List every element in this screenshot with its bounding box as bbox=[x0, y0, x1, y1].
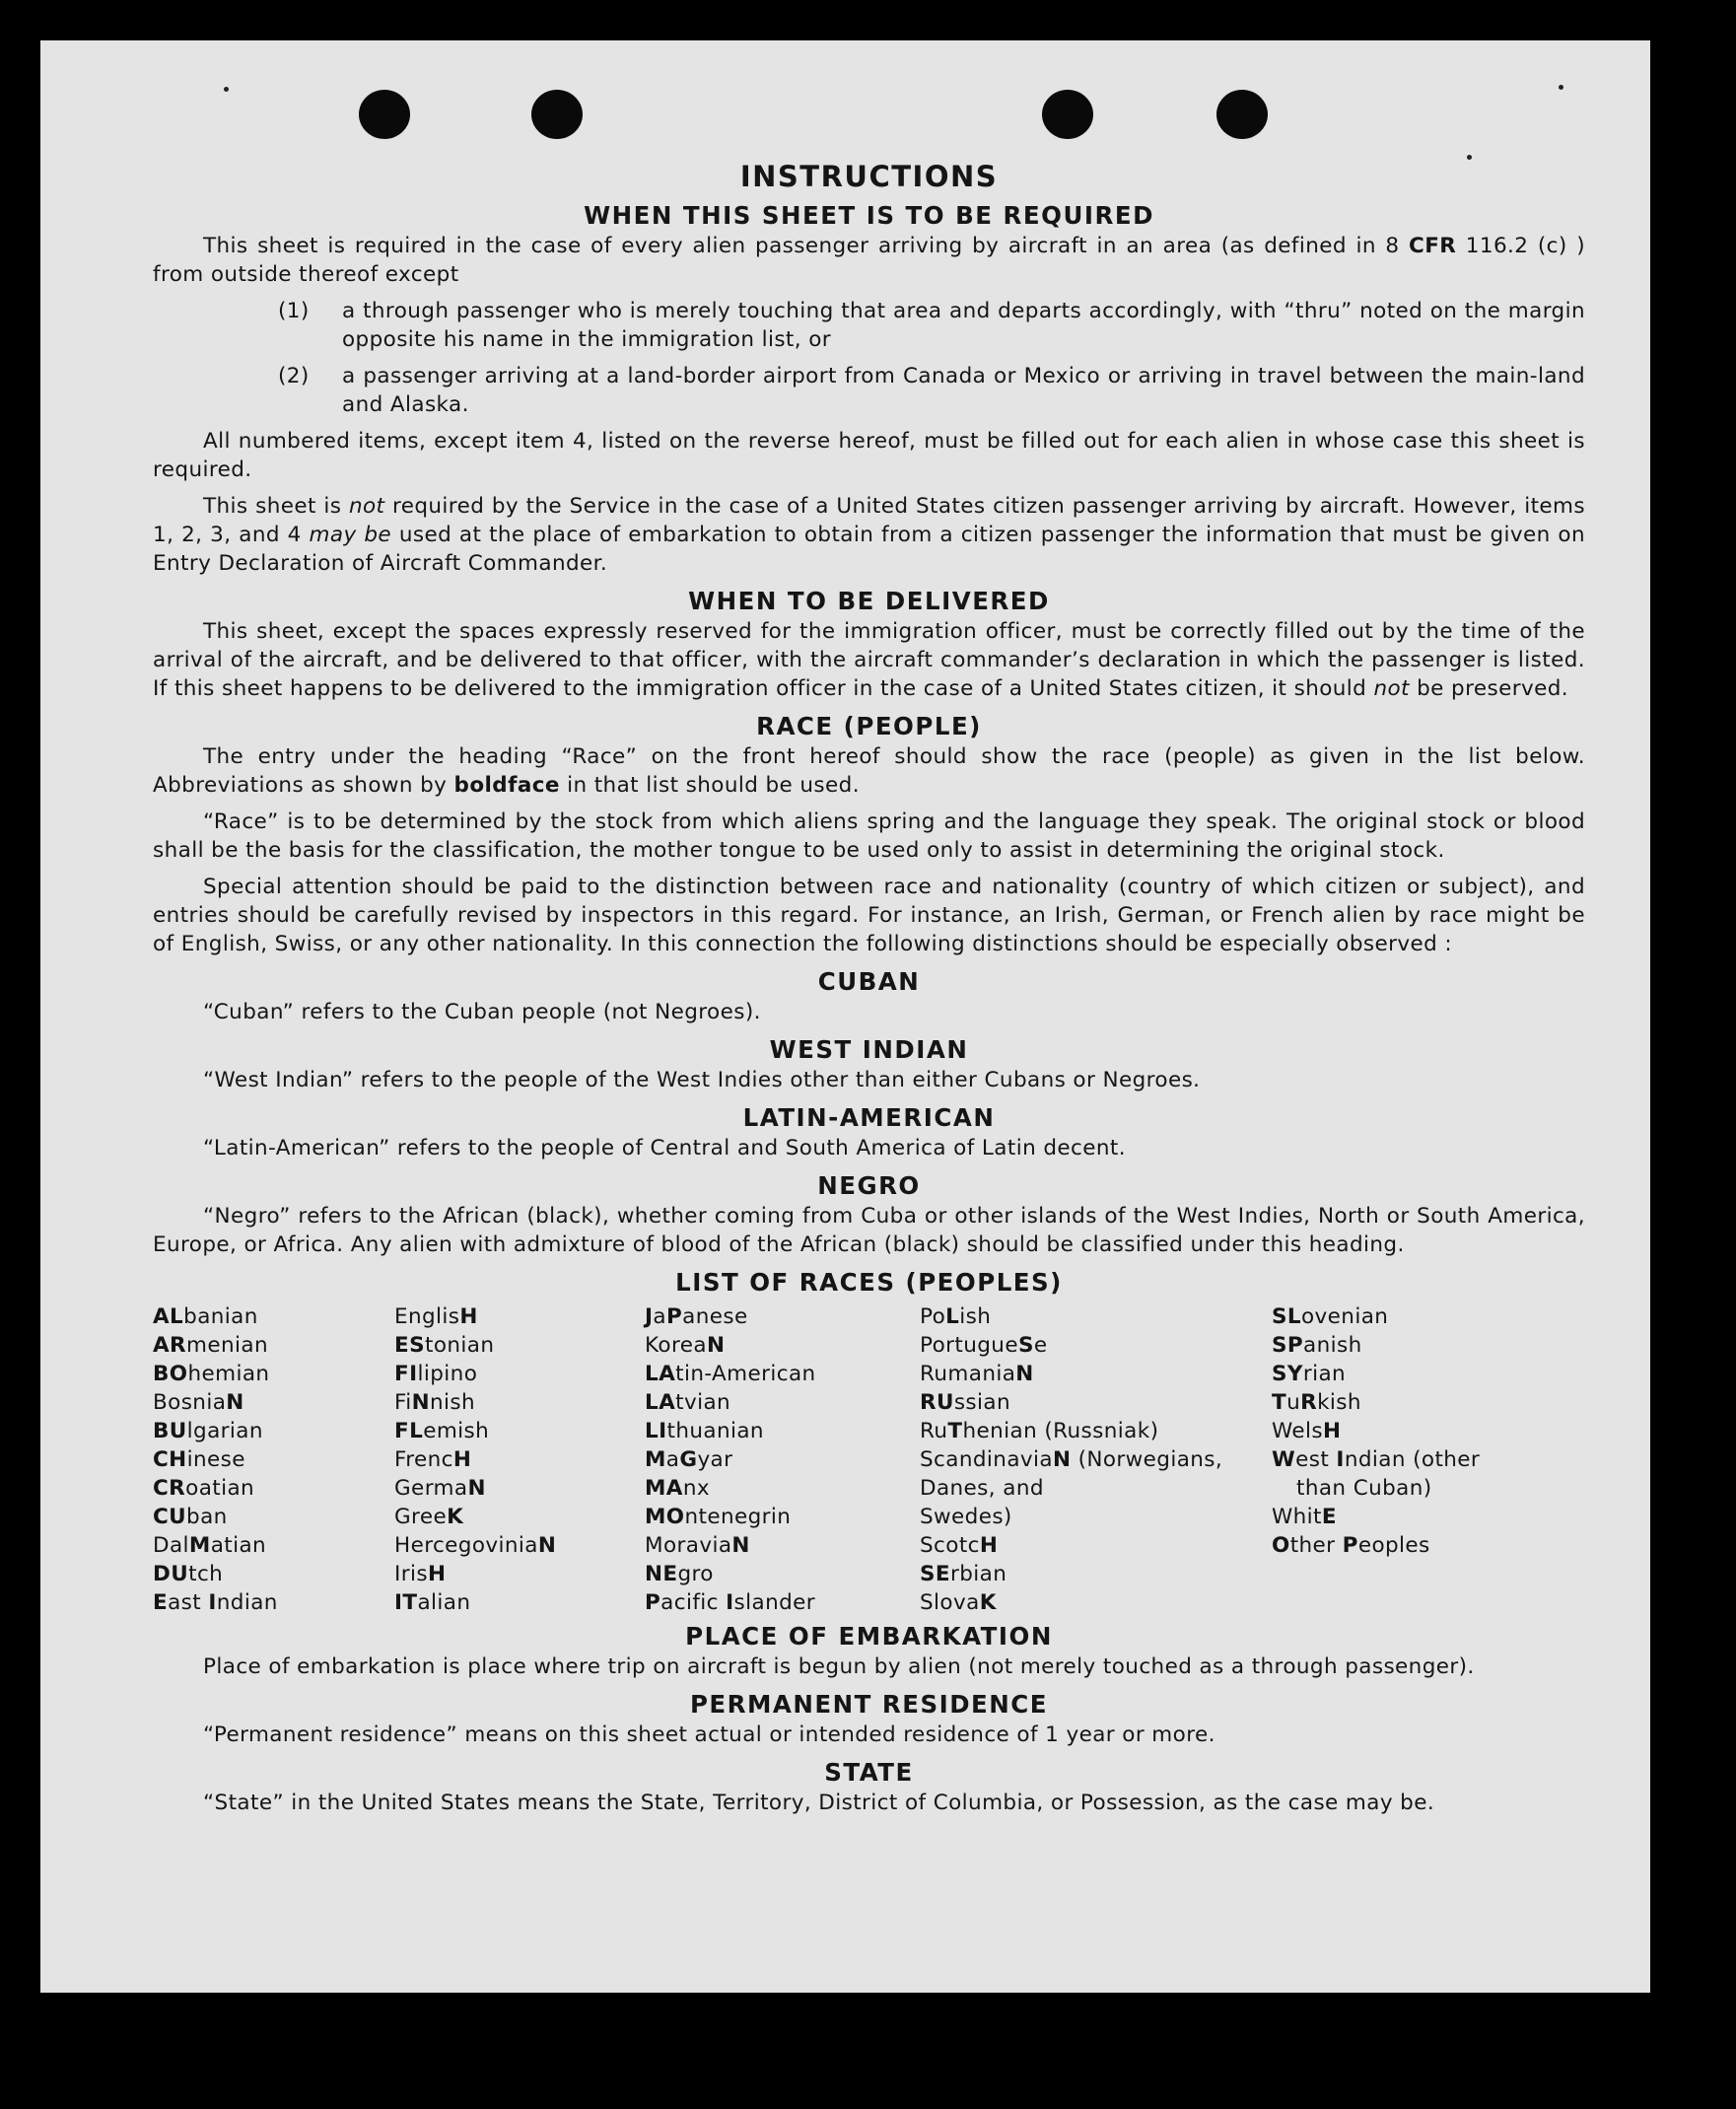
race-entry: FLemish bbox=[394, 1419, 490, 1443]
heading-when-delivered: WHEN TO BE DELIVERED bbox=[688, 587, 1050, 615]
page-title: INSTRUCTIONS bbox=[739, 160, 999, 193]
race-paragraph-2: “Race” is to be determined by the stock from which aliens spring and the language they speak. The original stock or blood shall be the basis for the classification, the mother tongue to be used only to assist in determining the original stock. bbox=[153, 809, 1585, 863]
document-sheet bbox=[40, 40, 1650, 1993]
heading-list-of-races: LIST OF RACES (PEOPLES) bbox=[675, 1268, 1063, 1297]
heading-state: STATE bbox=[824, 1758, 914, 1787]
race-entry: ARmenian bbox=[153, 1333, 268, 1358]
race-entry: KoreaN bbox=[645, 1333, 726, 1358]
race-entry: NEgro bbox=[645, 1562, 714, 1586]
heading-place-of-embarkation: PLACE OF EMBARKATION bbox=[685, 1622, 1053, 1651]
race-entry: Danes, and bbox=[920, 1476, 1044, 1501]
race-entry: GreeK bbox=[394, 1505, 464, 1529]
race-entry: RUssian bbox=[920, 1390, 1011, 1415]
heading-latin-american: LATIN-AMERICAN bbox=[742, 1103, 996, 1132]
latin-american-definition: “Latin-American” refers to the people of Central and South America of Latin decent. bbox=[203, 1136, 1126, 1160]
instructions-content bbox=[153, 159, 1585, 1825]
race-entry: ITalian bbox=[394, 1590, 471, 1615]
race-entry: GermaN bbox=[394, 1476, 486, 1501]
race-entry: Pacific Islander bbox=[645, 1590, 816, 1615]
negro-definition: “Negro” refers to the African (black), whether coming from Cuba or other islands of the West Indies, North or South America, Europe, or Africa. Any alien with admixture of blood of the African (black) should be classified under this heading. bbox=[153, 1204, 1585, 1257]
race-column bbox=[394, 1302, 645, 1617]
race-entry: EStonian bbox=[394, 1333, 495, 1358]
race-entry: SPanish bbox=[1272, 1333, 1362, 1358]
required-paragraph: All numbered items, except item 4, listed on the reverse hereof, must be filled out for each alien in whose case this sheet is required. bbox=[153, 429, 1585, 482]
race-entry: Other Peoples bbox=[1272, 1533, 1430, 1558]
race-entry: WhitE bbox=[1272, 1505, 1337, 1529]
race-entry: West Indian (other bbox=[1272, 1447, 1481, 1472]
item-number: (1) bbox=[278, 299, 310, 323]
race-entry: HercegoviniaN bbox=[394, 1533, 557, 1558]
exception-item-1 bbox=[153, 297, 1585, 354]
state-definition: “State” in the United States means the State, Territory, District of Columbia, or Possession, as the case may be. bbox=[203, 1791, 1435, 1815]
required-intro: This sheet is required in the case of every alien passenger arriving by aircraft in an area (as defined in 8 CFR 116.2 (c) ) from outside thereof except bbox=[153, 234, 1585, 287]
race-entry: than Cuban) bbox=[1296, 1476, 1432, 1501]
race-entry: SlovaK bbox=[920, 1590, 997, 1615]
race-column bbox=[645, 1302, 920, 1617]
race-entry: EnglisH bbox=[394, 1304, 478, 1329]
punch-hole bbox=[531, 90, 583, 139]
race-entry: ScandinaviaN (Norwegians, bbox=[920, 1447, 1223, 1472]
residence-definition: “Permanent residence” means on this sheet actual or intended residence of 1 year or more. bbox=[203, 1722, 1215, 1747]
item-number: (2) bbox=[278, 364, 310, 388]
race-entry: SLovenian bbox=[1272, 1304, 1389, 1329]
delivered-paragraph: This sheet, except the spaces expressly reserved for the immigration officer, must be correctly filled out by the time of the arrival of the aircraft, and be delivered to that officer, with the aircraft commander’s declaration in which the passenger is listed. If this sheet happens to be delivered to the immigration officer in the case of a United States citizen, it should not be preserved. bbox=[153, 619, 1585, 701]
race-entry: MaGyar bbox=[645, 1447, 733, 1472]
race-column bbox=[920, 1302, 1272, 1617]
race-entry: LAtin-American bbox=[645, 1362, 816, 1386]
race-entry: East Indian bbox=[153, 1590, 278, 1615]
race-entry: BUlgarian bbox=[153, 1419, 263, 1443]
race-entry: CHinese bbox=[153, 1447, 245, 1472]
race-paragraph-1: The entry under the heading “Race” on the front hereof should show the race (people) as given in the list below. Abbreviations as shown by boldface in that list should be used. bbox=[153, 744, 1585, 798]
race-entry: MOntenegrin bbox=[645, 1505, 792, 1529]
race-entry: TuRkish bbox=[1272, 1390, 1361, 1415]
race-entry: PoLish bbox=[920, 1304, 992, 1329]
race-entry: RumaniaN bbox=[920, 1362, 1034, 1386]
race-entry: SYrian bbox=[1272, 1362, 1347, 1386]
race-entry: IrisH bbox=[394, 1562, 447, 1586]
exception-item-2 bbox=[153, 362, 1585, 419]
race-entry: MAnx bbox=[645, 1476, 710, 1501]
race-entry: RuThenian (Russniak) bbox=[920, 1419, 1159, 1443]
heading-negro: NEGRO bbox=[817, 1171, 921, 1200]
race-entry: FrencH bbox=[394, 1447, 472, 1472]
race-paragraph-3: Special attention should be paid to the distinction between race and nationality (country of which citizen or subject), and entries should be carefully revised by inspectors in this regard. For instance, an Irish, German, or French alien by race might be of English, Swiss, or any other nationality. In this connection the following distinctions should be especially observed : bbox=[153, 875, 1585, 956]
race-entry: SErbian bbox=[920, 1562, 1007, 1586]
heading-permanent-residence: PERMANENT RESIDENCE bbox=[689, 1690, 1049, 1719]
race-entry: BosniaN bbox=[153, 1390, 244, 1415]
west-indian-definition: “West Indian” refers to the people of the West Indies other than either Cubans or Negroes. bbox=[203, 1068, 1201, 1092]
race-entry: DalMatian bbox=[153, 1533, 267, 1558]
item-text: a passenger arriving at a land-border airport from Canada or Mexico or arriving in travel between the main-land and Alaska. bbox=[342, 364, 1585, 417]
item-text: a through passenger who is merely touching that area and departs accordingly, with “thru” noted on the margin opposite his name in the immigration list, or bbox=[342, 299, 1585, 352]
punch-hole bbox=[1042, 90, 1093, 139]
race-entry: LAtvian bbox=[645, 1390, 731, 1415]
citizen-paragraph: This sheet is not required by the Service in the case of a United States citizen passenger arriving by aircraft. However, items 1, 2, 3, and 4 may be used at the place of embarkation to obtain from a citizen passenger the information that must be given on Entry Declaration of Aircraft Commander. bbox=[153, 494, 1585, 576]
speck bbox=[224, 87, 229, 92]
heading-race: RACE (PEOPLE) bbox=[756, 712, 982, 740]
race-list bbox=[153, 1302, 1585, 1617]
punch-hole bbox=[359, 90, 410, 139]
race-entry: DUtch bbox=[153, 1562, 224, 1586]
heading-cuban: CUBAN bbox=[817, 967, 921, 996]
race-entry: CUban bbox=[153, 1505, 228, 1529]
race-entry: CRoatian bbox=[153, 1476, 255, 1501]
race-entry: Swedes) bbox=[920, 1505, 1012, 1529]
race-entry: ALbanian bbox=[153, 1304, 258, 1329]
race-entry: FIlipino bbox=[394, 1362, 478, 1386]
embarkation-definition: Place of embarkation is place where trip on aircraft is begun by alien (not merely touched as a through passenger). bbox=[203, 1654, 1475, 1679]
race-entry: MoraviaN bbox=[645, 1533, 750, 1558]
heading-west-indian: WEST INDIAN bbox=[769, 1035, 969, 1064]
race-entry: FiNnish bbox=[394, 1390, 476, 1415]
race-column bbox=[1272, 1302, 1567, 1617]
race-entry: BOhemian bbox=[153, 1362, 270, 1386]
race-entry: WelsH bbox=[1272, 1419, 1342, 1443]
race-entry: LIthuanian bbox=[645, 1419, 764, 1443]
race-column bbox=[153, 1302, 394, 1617]
punch-hole bbox=[1216, 90, 1268, 139]
race-entry: ScotcH bbox=[920, 1533, 999, 1558]
heading-when-required: WHEN THIS SHEET IS TO BE REQUIRED bbox=[584, 201, 1154, 230]
cuban-definition: “Cuban” refers to the Cuban people (not Negroes). bbox=[203, 1000, 761, 1024]
race-entry: PortugueSe bbox=[920, 1333, 1048, 1358]
race-entry: JaPanese bbox=[645, 1304, 748, 1329]
speck bbox=[1559, 85, 1563, 90]
